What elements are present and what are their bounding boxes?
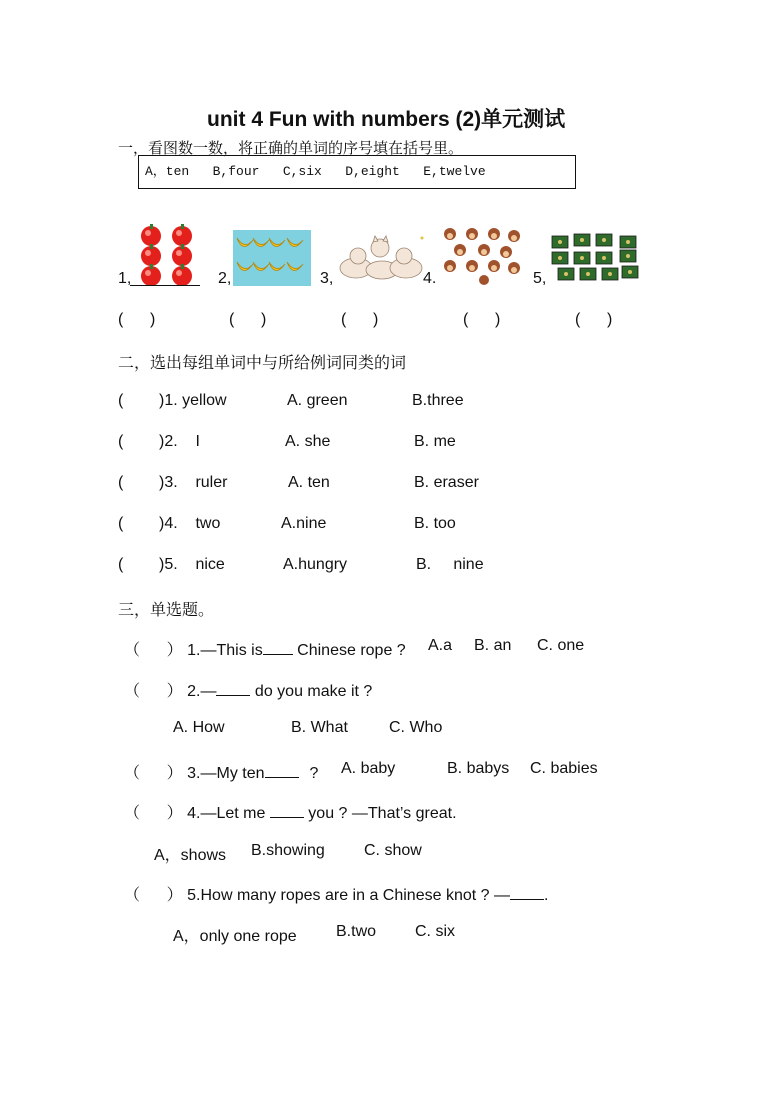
s3-q4 <box>124 800 457 823</box>
cat-icon <box>340 236 422 279</box>
s3-q1-stem-end: Chinese rope ? <box>292 642 406 659</box>
page-title: unit 4 Fun with numbers (2)单元测试 <box>207 108 566 131</box>
s3-q1-c: C. one <box>537 637 585 654</box>
answer-bracket-2[interactable]: ( ) <box>229 311 267 328</box>
section1-heading: 一，看图数一数，将正确的单词的序号填在括号里。 <box>118 139 464 157</box>
label-2: 2, <box>218 270 232 287</box>
apples-picture <box>136 222 198 288</box>
s3-q4-stem: 4.—Let me <box>187 805 266 822</box>
s2-row2-paren[interactable]: ( <box>118 433 124 450</box>
apple-icon <box>141 224 192 286</box>
options-text: A，ten B,four C,six D,eight E,twelve <box>145 164 486 179</box>
s2-row4-paren[interactable]: ( <box>118 515 124 532</box>
s3-q5-a: A，only one rope <box>173 928 297 945</box>
s2-row2-a: A. she <box>285 433 331 450</box>
s3-q1-blank[interactable] <box>263 640 293 655</box>
s3-q3-stem-end: ? <box>309 765 319 782</box>
section2-heading: 二，选出每组单词中与所给例词同类的词 <box>118 353 407 372</box>
answer-bracket-3[interactable]: ( ) <box>341 311 379 328</box>
s2-row2-word: )2. I <box>159 433 200 450</box>
s3-q1-a: A.a <box>428 637 453 654</box>
cats-picture <box>336 234 428 282</box>
s2-row5-word: )5. nice <box>159 556 225 573</box>
s2-row3-paren[interactable]: ( <box>118 474 124 491</box>
s2-row3-word: )3. ruler <box>159 474 228 491</box>
s2-row4-word: )4. two <box>159 515 221 532</box>
s3-q5-stem: 5.How many ropes are in a Chinese knot ? — <box>187 887 510 904</box>
s2-row3-b: B. eraser <box>414 474 479 491</box>
label-1: 1, <box>118 270 132 287</box>
s2-row1-b: B.three <box>412 392 464 409</box>
s2-row5-paren[interactable]: ( <box>118 556 124 573</box>
s3-q2-b: B. What <box>291 719 348 736</box>
s2-row1-a: A. green <box>287 392 348 409</box>
s3-q3-paren[interactable]: （ ） <box>124 765 183 782</box>
s3-q2-a: A. How <box>173 719 225 736</box>
s3-q2 <box>124 678 372 701</box>
s3-q2-paren[interactable]: （ ） <box>124 683 183 700</box>
s2-row1-paren[interactable]: ( <box>118 392 124 409</box>
s3-q1-paren[interactable]: （ ） <box>124 642 183 659</box>
s3-q5-blank[interactable] <box>510 885 544 900</box>
s2-row4-b: B. too <box>414 515 456 532</box>
s3-q5-b: B.two <box>336 923 377 940</box>
monkeys-picture <box>440 226 526 286</box>
s3-q2-stem-end: do you make it ? <box>250 683 373 700</box>
s2-row1-word: )1. yellow <box>159 392 227 409</box>
label-3: 3, <box>320 270 334 287</box>
s3-q3-a: A. baby <box>341 760 396 777</box>
s3-q1-b: B. an <box>474 637 512 654</box>
label-5: 5, <box>533 270 547 287</box>
s3-q2-blank[interactable] <box>216 681 250 696</box>
s3-q2-c: C. Who <box>389 719 443 736</box>
section3-heading: 三，单选题。 <box>118 600 215 619</box>
answer-bracket-4[interactable]: ( ) <box>463 311 501 328</box>
s3-q3 <box>124 760 318 783</box>
photos-picture <box>550 232 642 284</box>
s3-q4-stem-end: you ? —That’s great. <box>303 805 457 822</box>
s2-row2-b: B. me <box>414 433 456 450</box>
s3-q5-paren[interactable]: （ ） <box>124 887 183 904</box>
s3-q3-b: B. babys <box>447 760 510 777</box>
s3-q4-paren[interactable]: （ ） <box>124 805 183 822</box>
s3-q3-blank[interactable] <box>265 763 299 778</box>
s3-q5-c: C. six <box>415 923 455 940</box>
s3-q1 <box>124 637 406 660</box>
bananas-picture <box>233 230 311 286</box>
s3-q2-stem: 2.— <box>187 683 217 700</box>
answer-bracket-1[interactable]: ( ) <box>118 311 156 328</box>
monkey-icon <box>444 228 520 285</box>
s2-row5-a: A.hungry <box>283 556 348 573</box>
s3-q4-blank[interactable] <box>270 803 304 818</box>
s3-q1-stem: 1.—This is <box>187 642 263 659</box>
label-4: 4. <box>423 270 437 287</box>
s3-q3-stem: 3.—My ten <box>187 765 265 782</box>
s2-row3-a: A. ten <box>288 474 330 491</box>
s3-q4-a: A，shows <box>154 847 227 864</box>
s3-q4-b: B.showing <box>251 842 325 859</box>
s2-row4-a: A.nine <box>281 515 327 532</box>
s3-q5 <box>124 882 548 905</box>
options-box <box>138 155 576 189</box>
answer-bracket-5[interactable]: ( ) <box>575 311 613 328</box>
s3-q5-stem-end: . <box>543 887 549 904</box>
s3-q4-c: C. show <box>364 842 422 859</box>
answer-line-1 <box>130 285 200 286</box>
s3-q3-c: C. babies <box>530 760 598 777</box>
s2-row5-b: B. nine <box>416 556 484 573</box>
